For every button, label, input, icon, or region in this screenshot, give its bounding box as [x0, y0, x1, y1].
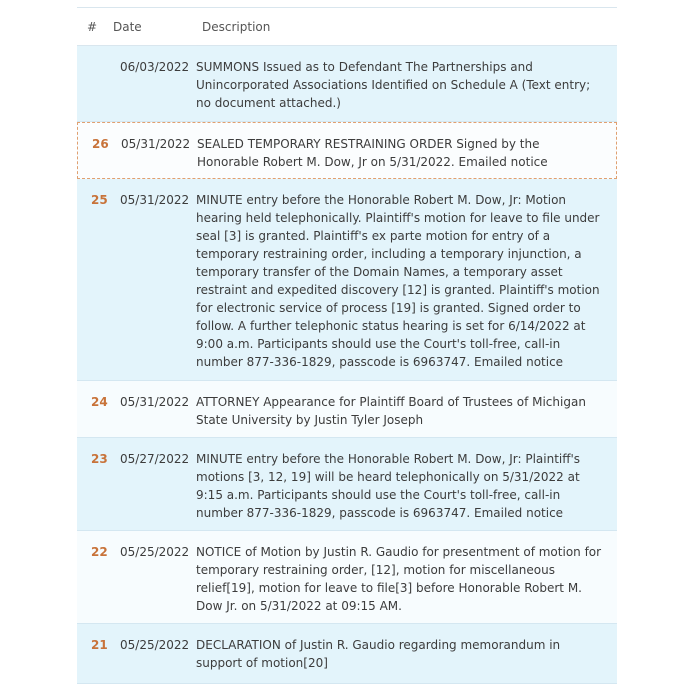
header-number: #	[87, 19, 98, 34]
entry-description: SEALED TEMPORARY RESTRAINING ORDER Signed by the Honorable Robert M. Dow, Jr on 5/31/2022. Emailed notice	[197, 137, 548, 169]
entry-description: SUMMONS Issued as to Defendant The Partnerships and Unincorporated Associations Identified on Schedule A (Text entry; no document attached.)	[196, 60, 591, 110]
header-date: Date	[113, 19, 142, 34]
entry-number	[77, 58, 120, 121]
docket-entry[interactable]	[77, 122, 617, 179]
entry-description: MINUTE entry before the Honorable Robert M. Dow, Jr: Plaintiff's motions [3, 12, 19] will be heard telephonically on 5/31/2022 at 9:15 a.m. Participants should use the Court's toll-free, call-in number 877-336-1829, passcode is 6963747. Emailed notice	[196, 452, 581, 520]
entry-date: 05/31/2022	[120, 193, 190, 207]
entry-description: MINUTE entry before the Honorable Robert M. Dow, Jr: Motion hearing held telephonically. Plaintiff's motion for leave to file under seal [3] is granted. Plaintiff's ex parte motion for entry of a temporary restraining order, including a temporary injunction, a temporary transfer of the Domain Names, a temporary asset restraint and expedited discovery [12] is granted. Plaintiff's motion for electronic service of process [19] is granted. Signed order to follow. A further telephonic status hearing is set for 6/14/2022 at 9:00 a.m. Participants should use the Court's toll-free, call-in number 877-336-1829, passcode is 6963747. Emailed notice	[196, 193, 600, 369]
entry-number[interactable]: 25	[91, 193, 108, 207]
entry-number[interactable]: 23	[91, 452, 108, 466]
header-description: Description	[202, 19, 271, 34]
entry-date: 05/31/2022	[121, 137, 191, 151]
entry-date: 05/25/2022	[120, 638, 190, 652]
entry-date: 05/31/2022	[120, 395, 190, 409]
entry-number[interactable]: 24	[91, 395, 108, 409]
entry-description: NOTICE of Motion by Justin R. Gaudio for presentment of motion for temporary restraining order, [12], motion for miscellaneous relief[19], motion for leave to file[3] before Honorable Robert M. Dow Jr. on 5/31/2022 at 09:15 AM.	[196, 545, 602, 613]
docket-entry[interactable]	[77, 179, 617, 381]
docket-entry[interactable]	[77, 624, 617, 684]
entry-number[interactable]: 21	[91, 638, 108, 652]
entry-date: 05/27/2022	[120, 452, 190, 466]
entry-description: DECLARATION of Justin R. Gaudio regarding memorandum in support of motion[20]	[196, 638, 561, 670]
entry-number[interactable]: 22	[91, 545, 108, 559]
docket-entry[interactable]	[77, 381, 617, 438]
entry-number[interactable]: 26	[92, 137, 109, 151]
entry-date: 05/25/2022	[120, 545, 190, 559]
docket-entry[interactable]	[77, 531, 617, 624]
entry-date: 06/03/2022	[120, 60, 190, 74]
docket-entry[interactable]	[77, 46, 617, 122]
entry-description: ATTORNEY Appearance for Plaintiff Board of Trustees of Michigan State University by Justin Tyler Joseph	[196, 395, 586, 427]
docket-table	[77, 7, 617, 684]
docket-entry[interactable]	[77, 438, 617, 531]
docket-header	[77, 8, 617, 46]
